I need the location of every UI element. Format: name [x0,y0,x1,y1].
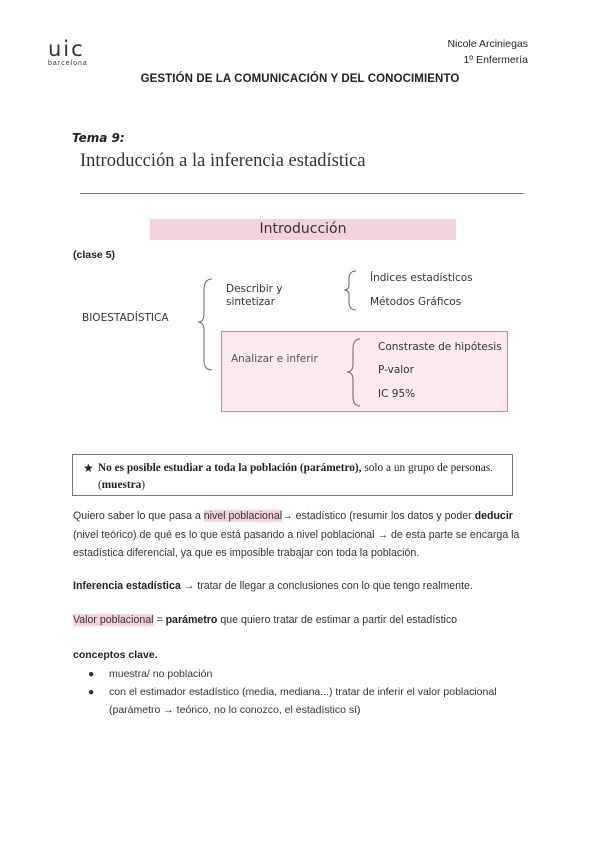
paragraph-2 [73,577,528,596]
callout-text [83,460,508,494]
branch1-item: Índices estadísticos [370,272,473,284]
branch2-item: Constraste de hipótesis [378,341,502,353]
diagram-root: BIOESTADÍSTICA [82,312,169,324]
author-name: Nicole Arciniegas [447,38,528,50]
p1-highlight: nivel poblacional [203,510,283,522]
callout-rest2: ) [141,479,146,491]
star-icon: ★ [83,461,94,475]
p1-text: (nivel teórico) de qué es lo que está pasando a nivel poblacional → de esta parte se encarga la estadística diferencial, ya que es imposible trabajar con toda la población. [73,528,520,559]
branch2-item: IC 95% [378,388,416,400]
list-item-text: con el estimador estadístico (media, mediana...) tratar de inferir el valor poblacional (parámetro → teórico, no lo conozco, el estadístico sí) [109,686,497,716]
course-title: GESTIÓN DE LA COMUNICACIÓN Y DEL CONOCIMIENTO [140,73,460,85]
tema-title: Introducción a la inferencia estadística [80,151,366,171]
callout-bold2: muestra [101,479,142,491]
paragraph-3 [73,611,528,630]
section-banner: Introducción [150,219,456,240]
paragraph-1 [73,507,528,563]
logo-word: uic [48,37,85,61]
p3-text: que quiero tratar de estimar a partir del estadístico [217,614,458,626]
clase-label: (clase 5) [73,249,116,261]
p3-highlight: Valor poblacional [73,614,154,626]
callout-rest1: solo a un grupo de personas. ( [98,462,493,491]
p2-text: → tratar de llegar a conclusiones con lo que tengo realmente. [180,580,473,592]
branch2-item: P-valor [378,364,414,376]
p1-text: → estadístico (resumir los datos y poder [282,510,475,522]
p3-text: = [153,614,166,626]
tema-label: Tema 9: [72,131,125,145]
bullet-icon: ● [88,686,95,698]
p3-bold: parámetro [165,614,218,626]
branch1-item: Métodos Gráficos [370,296,462,308]
branch1-line2: sintetizar [226,296,275,308]
logo-sub: barcelona [48,60,88,67]
author-course: 1º Enfermería [463,54,528,66]
p1-bold: deducir [474,510,513,522]
p1-text: Quiero saber lo que pasa a [73,510,204,522]
branch1-line1: Describir y [226,283,283,295]
list-item-text: muestra/ no población [109,668,213,680]
diagram-branch2: Analizar e inferir [231,353,318,365]
diagram-branch1 [226,283,282,309]
p2-bold: Inferencia estadística [73,580,181,592]
callout-bold: No es posible estudiar a toda la población (parámetro), [98,462,362,474]
conceptos-title: conceptos clave. [73,649,158,661]
bullet-icon: ● [88,668,95,680]
